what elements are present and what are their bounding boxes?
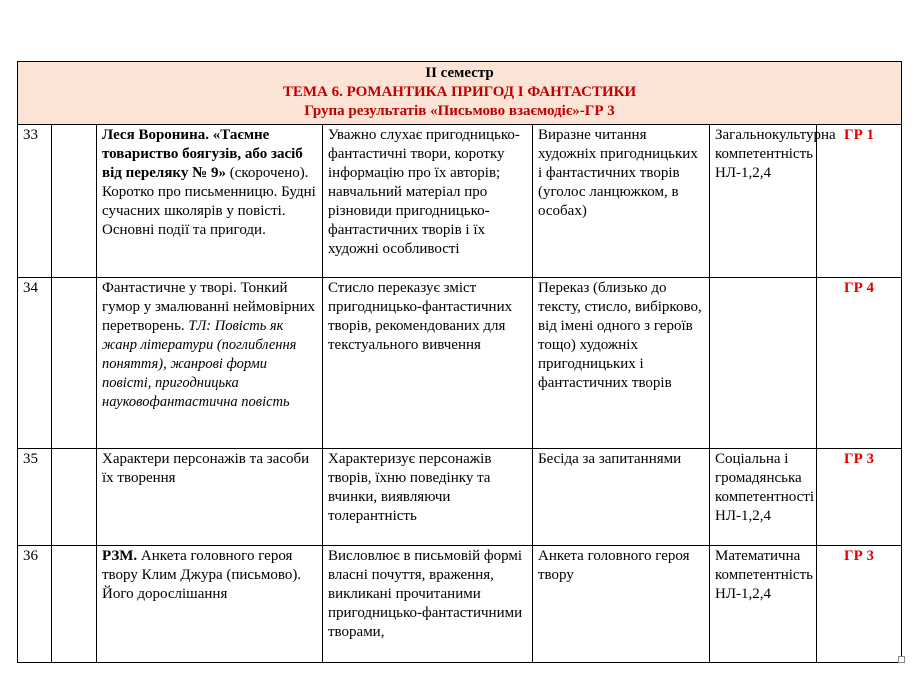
topic-cell [97, 546, 323, 663]
topic-text: Характери персонажів та засоби їх творення [102, 451, 310, 486]
results-cell: Стисло переказує зміст пригодницько-фантастичних творів, рекомендованих для текстуального вивчення [323, 278, 533, 449]
competence-cell: Соціальна і громадянська компетентності НЛ-1,2,4 [710, 449, 817, 546]
table-row [18, 125, 902, 278]
activity-cell: Виразне читання художніх пригодницьких і фантастичних творів (уголос ланцюжком, в особах) [533, 125, 710, 278]
semester-title: ІІ семестр [425, 65, 494, 81]
table-header-cell [18, 62, 902, 125]
date-cell [52, 278, 97, 449]
lesson-plan-page [17, 61, 901, 663]
theme-title: ТЕМА 6. РОМАНТИКА ПРИГОД І ФАНТАСТИКИ [282, 84, 637, 100]
topic-cell [97, 278, 323, 449]
group-cell: ГР 3 [817, 449, 902, 546]
table-resize-handle[interactable] [898, 656, 905, 663]
activity-cell: Бесіда за запитаннями [533, 449, 710, 546]
competence-cell [710, 278, 817, 449]
date-cell [52, 546, 97, 663]
table-row [18, 449, 902, 546]
lesson-plan-table [17, 61, 902, 663]
group-cell: ГР 1 [817, 125, 902, 278]
topic-cell [97, 449, 323, 546]
topic-text: Анкета головного героя твору Клим Джура (письмово). Його дорослішання [102, 548, 302, 602]
table-header-row [18, 62, 902, 125]
lesson-number: 33 [18, 125, 52, 278]
topic-cell [97, 125, 323, 278]
activity-cell: Анкета головного героя твору [533, 546, 710, 663]
results-cell: Уважно слухає пригодницько-фантастичні твори, коротку інформацію про їх авторів; навчальний матеріал про різновиди пригодницько-фантастичних творів і їх художні особливості [323, 125, 533, 278]
results-cell: Висловлює в письмовій формі власні почуття, враження, викликані прочитаними пригодницько-фантастичними творами, [323, 546, 533, 663]
competence-cell: Математична компетентність НЛ-1,2,4 [710, 546, 817, 663]
activity-cell: Переказ (близько до тексту, стисло, вибірково, від імені одного з героїв тощо) художніх пригодницьких і фантастичних творів [533, 278, 710, 449]
date-cell [52, 125, 97, 278]
topic-text: Фантастичне у творі. Тонкий гумор у змалюванні неймовірних перетворень. [102, 280, 316, 334]
competence-cell: Загальнокультурна компетентність НЛ-1,2,4 [710, 125, 817, 278]
lesson-number: 35 [18, 449, 52, 546]
topic-text: (скорочено). Коротко про письменницю. Будні сучасних школярів у повісті. Основні події та пригоди. [102, 165, 316, 238]
results-cell: Характеризує персонажів творів, їхню поведінку та вчинки, виявляючи толерантність [323, 449, 533, 546]
topic-bold: РЗМ. [102, 548, 138, 564]
date-cell [52, 449, 97, 546]
lesson-number: 36 [18, 546, 52, 663]
lesson-number: 34 [18, 278, 52, 449]
group-title: Група результатів «Письмово взаємодіє»-ГР 3 [304, 103, 615, 119]
topic-bold: Леся Воронина. «Таємне товариство боягузів, або засіб від переляку № 9» [102, 127, 303, 181]
group-cell: ГР 3 [817, 546, 902, 663]
table-row [18, 546, 902, 663]
table-row [18, 278, 902, 449]
topic-italic: ТЛ: Повість як жанр літератури (поглиблення поняття), жанрові форми повісті, пригодницька науковофантастична повість [102, 318, 297, 410]
group-cell: ГР 4 [817, 278, 902, 449]
